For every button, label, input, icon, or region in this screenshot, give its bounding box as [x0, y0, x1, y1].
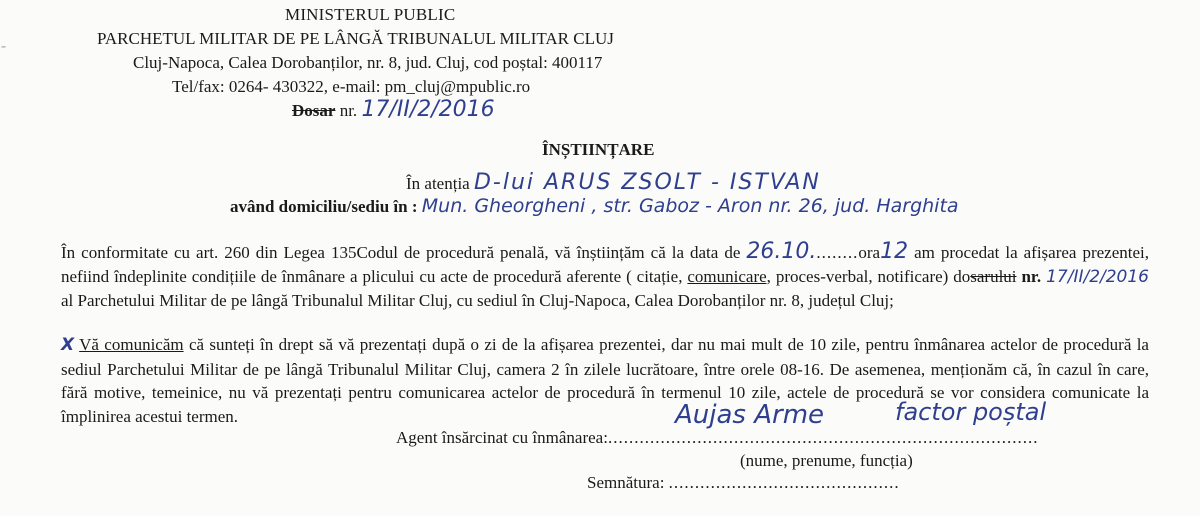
attention-label: În atenția — [406, 174, 474, 193]
domicile-line — [230, 196, 959, 217]
p1-comunicare: comunicare, — [687, 266, 771, 286]
p1-nr-label: nr. — [1016, 266, 1047, 286]
p1-date: 26.10. — [746, 239, 817, 264]
signature-label: Semnătura: — [587, 473, 669, 492]
attention-line — [406, 170, 821, 195]
agent-dots: .................................................................................. — [607, 428, 1039, 447]
agent-function: factor poștal — [895, 398, 1047, 426]
p1-dots-1: ........ — [816, 243, 859, 262]
ministry-name: MINISTERUL PUBLIC — [285, 5, 456, 24]
dosar-label: nr. — [335, 101, 362, 120]
domicile-label: având domiciliu/sediu în : — [230, 197, 422, 216]
signature-line — [587, 473, 900, 493]
signature-dots: ............................................ — [668, 473, 900, 492]
p2-text: că sunteți în drept să vă prezentați după o zi de la afișarea prezentei, dar nu mai mult de 10 zile, pentru înmânarea actelor de procedură la sediul Parchetului Militar de pe lângă Tribunalul Militar Cluj, camera 2 în zilele lucrătoare, între orele 08-16. De asemenea, menționăm că, în cazul în care, fără motive, temeinice, nu vă prezentați pentru comunicarea actelor de procedură în termenul 10 zile, actele de procedură se vor considera comunicate la împlinirea acestui termen. — [61, 335, 1149, 426]
domicile-value: Mun. Gheorgheni , str. Gaboz - Aron nr. 26, jud. Harghita — [421, 195, 959, 217]
agent-label: Agent însărcinat cu înmânarea: — [396, 428, 608, 447]
p1-nr-value: 17/II/2/2016 — [1046, 266, 1149, 287]
p1-text-2: proces-verbal, notificare) do — [770, 266, 971, 286]
p1-text-3: al Parchetului Militar de pe lângă Tribunalul Militar Cluj, cu sediul în Cluj-Napoca, Calea Dorobanților nr. 8, județul Cluj; — [61, 291, 894, 310]
institution-contact: Tel/fax: 0264- 430322, e-mail: pm_cluj@mpublic.ro — [172, 77, 531, 96]
p2-va-comunicam: Vă comunicăm — [79, 335, 184, 354]
agent-signature-name: Aujas Arme — [675, 400, 825, 430]
agent-hint: (nume, prenume, funcția) — [740, 451, 913, 470]
agent-line — [396, 428, 1038, 448]
p1-ora-label: ora — [858, 243, 881, 262]
file-number-line — [292, 97, 495, 122]
p1-intro: În conformitate cu art. 260 din Legea 135Codul de procedură penală, vă înștiințăm că la data de — [61, 243, 741, 262]
institution-address: Cluj-Napoca, Calea Dorobanților, nr. 8, jud. Cluj, cod poștal: 400117 — [133, 53, 603, 72]
notice-paragraph-1 — [61, 240, 1149, 313]
dosar-number: 17/II/2/2016 — [361, 97, 495, 122]
margin-mark: ⁃ — [0, 41, 7, 56]
p1-ora: 12 — [880, 239, 909, 264]
checkmark: X — [61, 335, 75, 355]
p1-sarului-struck: sarului — [970, 266, 1017, 286]
dosar-label-struck: Dosar — [292, 101, 336, 120]
p1-text-1: am procedat la afișarea prezentei, nefiind îndeplinite condițiile de înmânare a plicului cu acte de procedură aferente ( citație, — [61, 243, 1150, 286]
institution-name: PARCHETUL MILITAR DE PE LÂNGĂ TRIBUNALUL MILITAR CLUJ — [97, 29, 614, 48]
attention-value: D-lui ARUS ZSOLT - ISTVAN — [473, 170, 821, 195]
document-title: ÎNȘTIINȚARE — [542, 140, 655, 159]
